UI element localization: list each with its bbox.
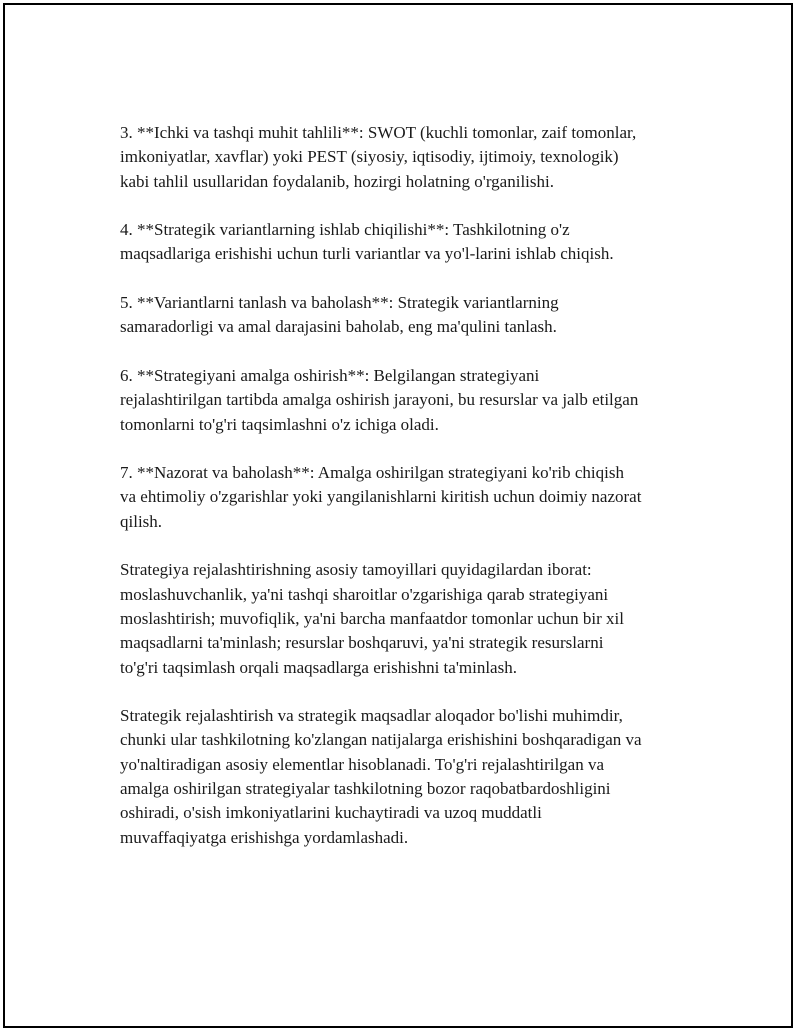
document-body	[120, 121, 700, 874]
paragraph-step-6: 6. **Strategiyani amalga oshirish**: Belgilangan strategiyani rejalashtirilgan tartibda amalga oshirish jarayoni, bu resurslar va jalb etilgan tomonlarni to'g'ri taqsimlashni o'z ichiga oladi.	[120, 365, 639, 434]
paragraph-step-7: 7. **Nazorat va baholash**: Amalga oshirilgan strategiyani ko'rib chiqish va ehtimoliy o'zgarishlar yoki yangilanishlarni kiritish uchun doimiy nazorat qilish.	[120, 463, 642, 531]
paragraph-conclusion: Strategik rejalashtirish va strategik maqsadlar aloqador bo'lishi muhimdir, chunki ular tashkilotning ko'zlangan natijalarga erishishini boshqaradigan va yo'naltiradigan asosiy elementlar hisoblanadi. To'g'ri rejalashtirilgan va amalga oshirilgan strategiyalar tashkilotning bozor raqobatbardoshligini oshiradi, o'sish imkoniyatlarini kuchaytiradi va uzoq muddatli muvaffaqiyatga erishishga yordamlashadi.	[120, 706, 642, 847]
paragraph-step-3: 3. **Ichki va tashqi muhit tahlili**: SWOT (kuchli tomonlar, zaif tomonlar, imkoniyatlar, xavflar) yoki PEST (siyosiy, iqtisodiy, ijtimoiy, texnologik) kabi tahlil usullaridan foydalanib, hozirgi holatning o'rganilishi.	[120, 123, 637, 191]
paragraph-step-4: 4. **Strategik variantlarning ishlab chiqilishi**: Tashkilotning o'z maqsadlariga erishishi uchun turli variantlar va yo'l-larini ishlab chiqish.	[120, 220, 614, 264]
paragraph-principles: Strategiya rejalashtirishning asosiy tamoyillari quyidagilardan iborat: moslashuvchanlik, ya'ni tashqi sharoitlar o'zgarishiga qarab strategiyani moslashtirish; muvofiqlik, ya'ni barcha manfaatdor tomonlar uchun bir xil maqsadlarni ta'minlash; resurslar boshqaruvi, ya'ni strategik resurslarni to'g'ri taqsimlash orqali maqsadlarga erishishni ta'minlash.	[120, 560, 624, 677]
paragraph-step-5: 5. **Variantlarni tanlash va baholash**: Strategik variantlarning samaradorligi va amal darajasini baholab, eng ma'qulini tanlash.	[120, 293, 559, 337]
page-border	[3, 3, 793, 1028]
